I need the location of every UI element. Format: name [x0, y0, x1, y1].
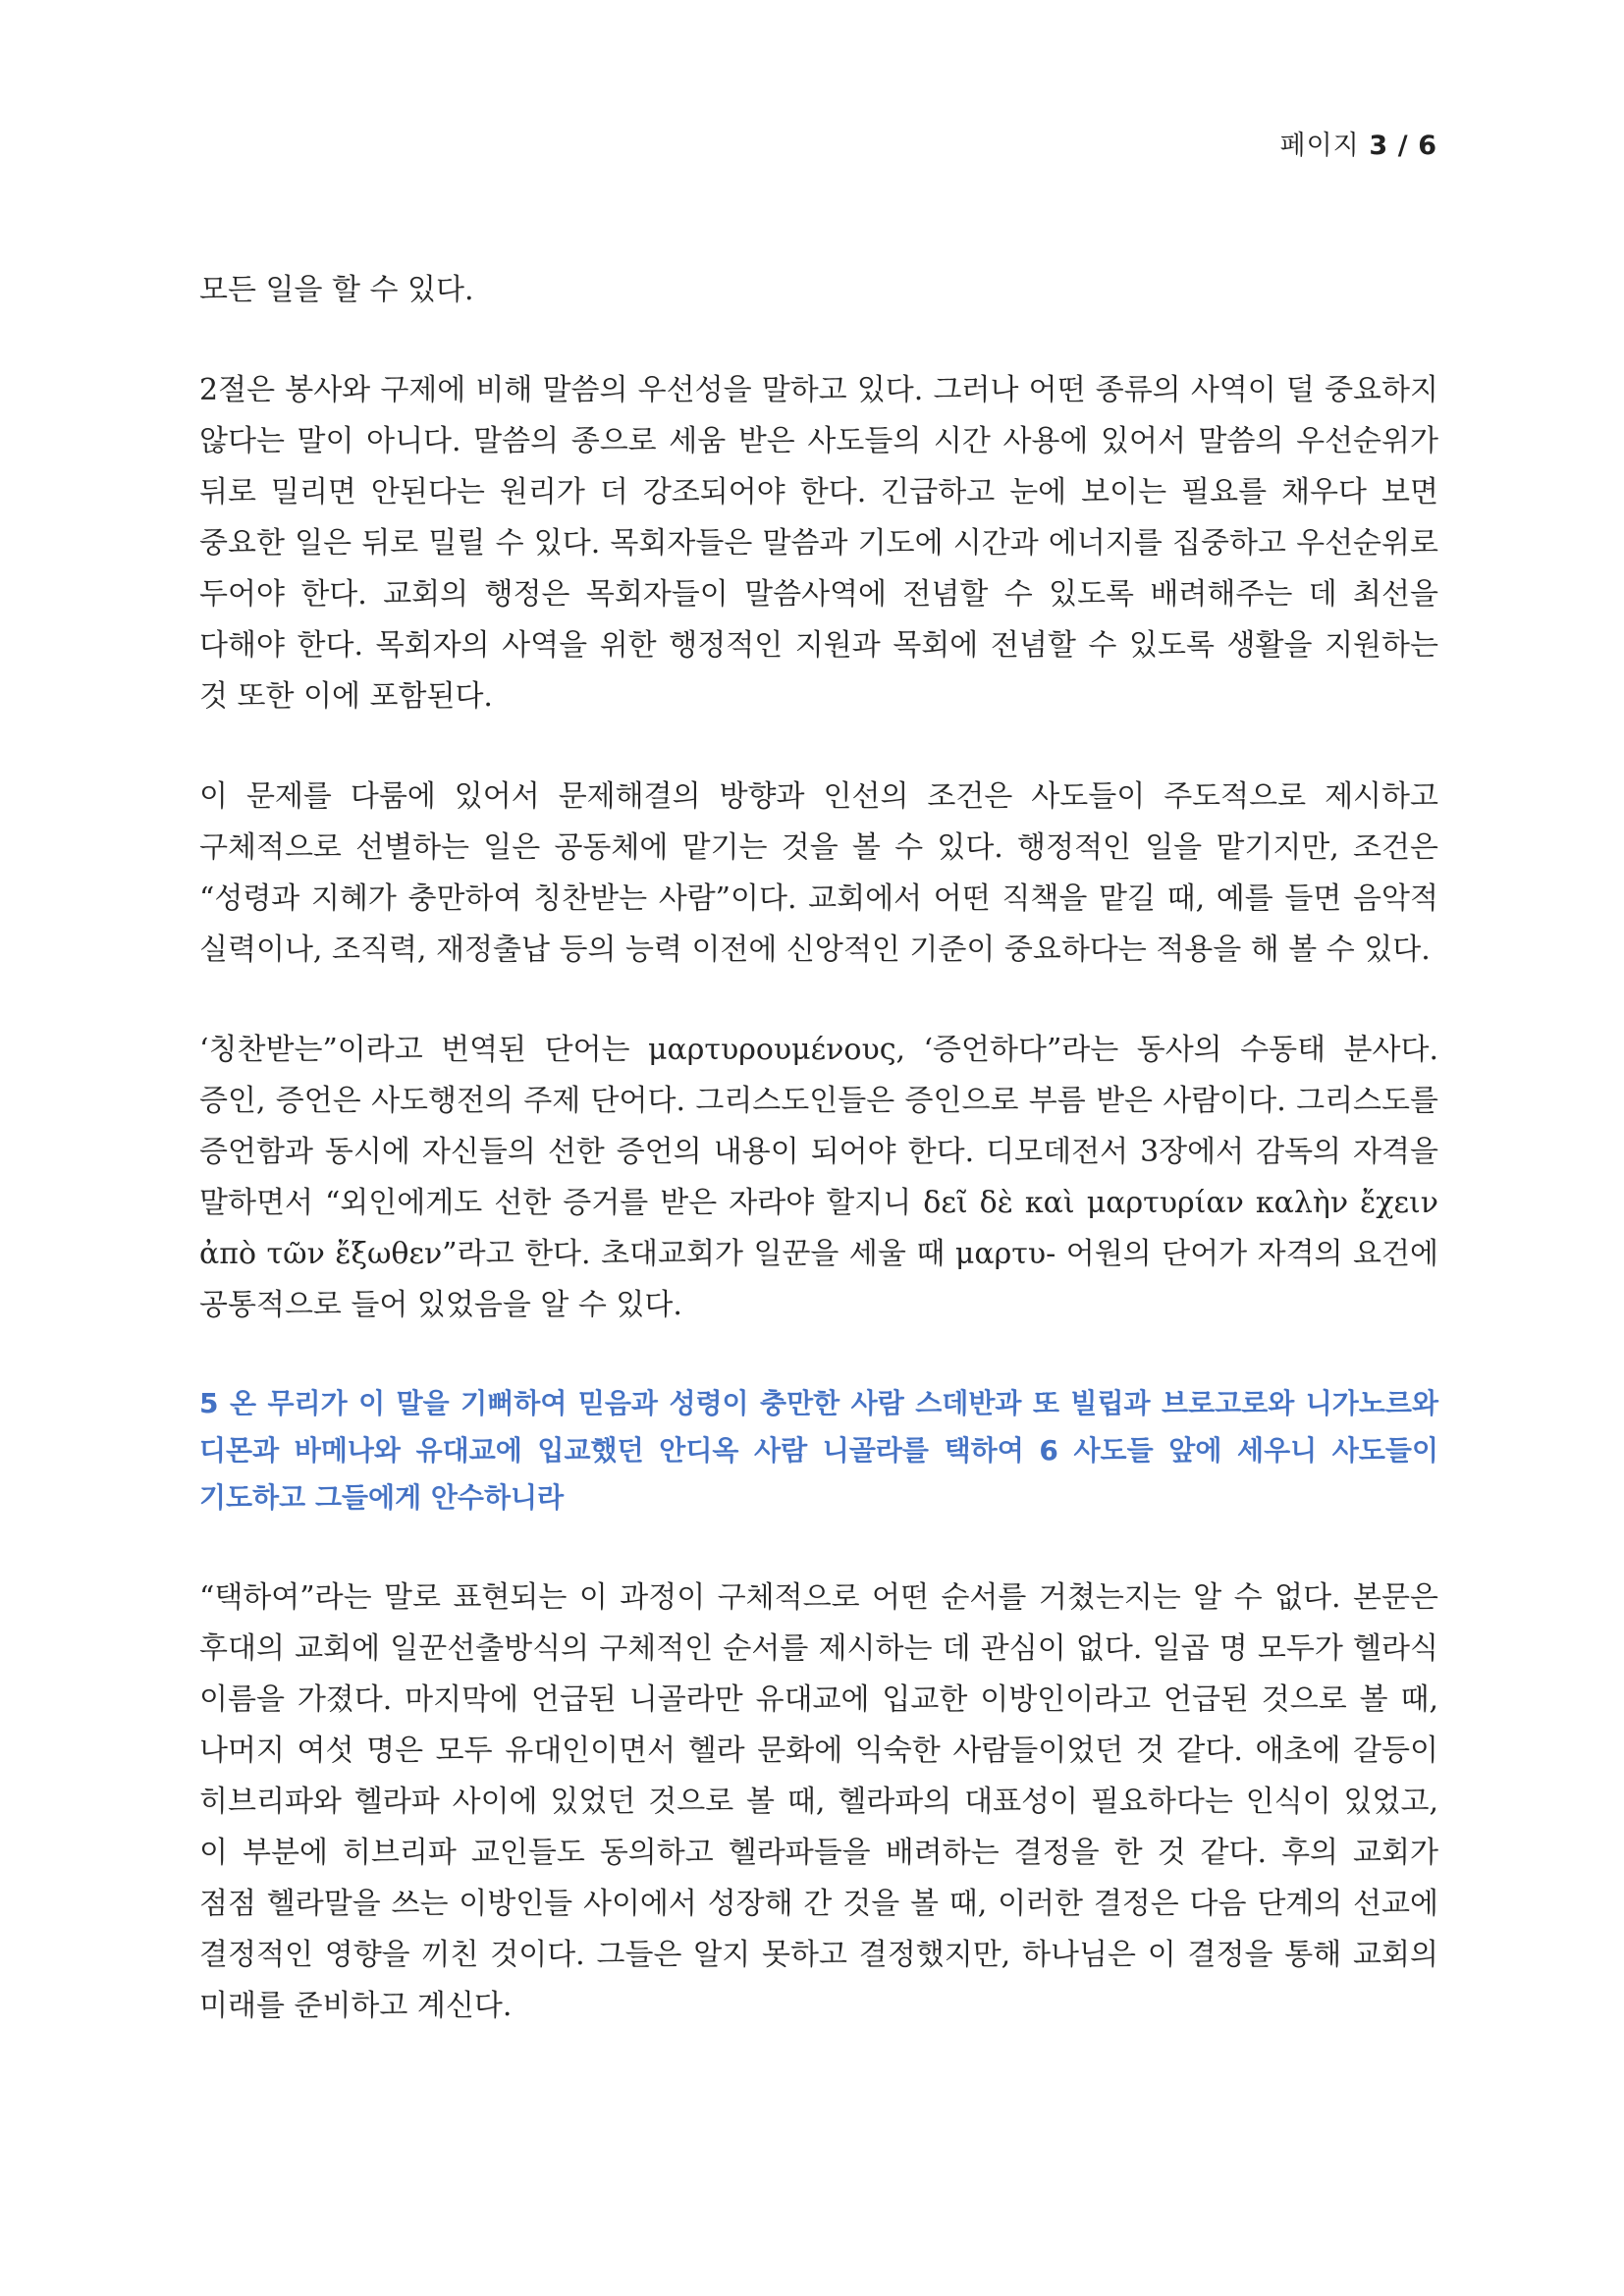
total-page-number: 6 [1418, 131, 1437, 161]
paragraph-selection-criteria: 이 문제를 다룸에 있어서 문제해결의 방향과 인선의 조건은 사도들이 주도적으로 제시하고 구체적으로 선별하는 일은 공동체에 맡기는 것을 볼 수 있다. 행정적인 일을 맡기지만, 조건은 “성령과 지혜가 충만하여 칭찬받는 사람”이다. 교회에서 어떤 직책을 맡길 때, 예를 들면 음악적 실력이나, 조직력, 재정출납 등의 능력 이전에 신앙적인 기준이 중요하다는 적용을 해 볼 수 있다. [199, 779, 1438, 967]
page-label: 페이지 [1279, 131, 1360, 161]
paragraph-continuation: 모든 일을 할 수 있다. [199, 273, 474, 307]
paragraph-word-priority: 2절은 봉사와 구제에 비해 말씀의 우선성을 말하고 있다. 그러나 어떤 종류의 사역이 덜 중요하지 않다는 말이 아니다. 말씀의 종으로 세움 받은 사도들의 시간 사용에 있어서 말씀의 우선순위가 뒤로 밀리면 안된다는 원리가 더 강조되어야 한다. 긴급하고 눈에 보이는 필요를 채우다 보면 중요한 일은 뒤로 밀릴 수 있다. 목회자들은 말씀과 기도에 시간과 에너지를 집중하고 우선순위로 두어야 한다. 교회의 행정은 목회자들이 말씀사역에 전념할 수 있도록 배려해주는 데 최선을 다해야 한다. 목회자의 사역을 위한 행정적인 지원과 목회에 전념할 수 있도록 생활을 지원하는 것 또한 이에 포함된다. [199, 373, 1438, 714]
paragraph-witness-word: ‘칭찬받는”이라고 번역된 단어는 μαρτυρουμένους, ‘증언하다”라는 동사의 수동태 분사다. 증인, 증언은 사도행전의 주제 단어다. 그리스도인들은 증인으로 부름 받은 사람이다. 그리스도를 증언함과 동시에 자신들의 선한 증언의 내용이 되어야 한다. 디모데전서 3장에서 감독의 자격을 말하면서 “외인에게도 선한 증거를 받은 자라야 할지니 δεῖ δὲ καὶ μαρτυρίαν καλὴν ἔχειν ἀπὸ τῶν ἔξωθεν”라고 한다. 초대교회가 일꾼을 세울 때 μαρτυ- 어원의 단어가 자격의 요건에 공통적으로 들어 있었음을 알 수 있다. [199, 1033, 1438, 1322]
current-page-number: 3 [1369, 131, 1389, 161]
page-separator: / [1397, 131, 1409, 161]
scripture-verse: 5 온 무리가 이 말을 기뻐하여 믿음과 성령이 충만한 사람 스데반과 또 빌립과 브로고로와 니가노르와 디몬과 바메나와 유대교에 입교했던 안디옥 사람 니골라를 택하여 6 사도들 앞에 세우니 사도들이 기도하고 그들에게 안수하니라 [199, 1387, 1438, 1514]
paragraph-selection-process: “택하여”라는 말로 표현되는 이 과정이 구체적으로 어떤 순서를 거쳤는지는 알 수 없다. 본문은 후대의 교회에 일꾼선출방식의 구체적인 순서를 제시하는 데 관심이 없다. 일곱 명 모두가 헬라식 이름을 가졌다. 마지막에 언급된 니골라만 유대교에 입교한 이방인이라고 언급된 것으로 볼 때, 나머지 여섯 명은 모두 유대인이면서 헬라 문화에 익숙한 사람들이었던 것 같다. 애초에 갈등이 히브리파와 헬라파 사이에 있었던 것으로 볼 때, 헬라파의 대표성이 필요하다는 인식이 있었고, 이 부분에 히브리파 교인들도 동의하고 헬라파들을 배려하는 결정을 한 것 같다. 후의 교회가 점점 헬라말을 쓰는 이방인들 사이에서 성장해 간 것을 볼 때, 이러한 결정은 다음 단계의 선교에 결정적인 영향을 끼친 것이다. 그들은 알지 못하고 결정했지만, 하나님은 이 결정을 통해 교회의 미래를 준비하고 계신다. [199, 1580, 1438, 2023]
document-body [199, 265, 1438, 2081]
page-number-header [1280, 124, 1438, 162]
